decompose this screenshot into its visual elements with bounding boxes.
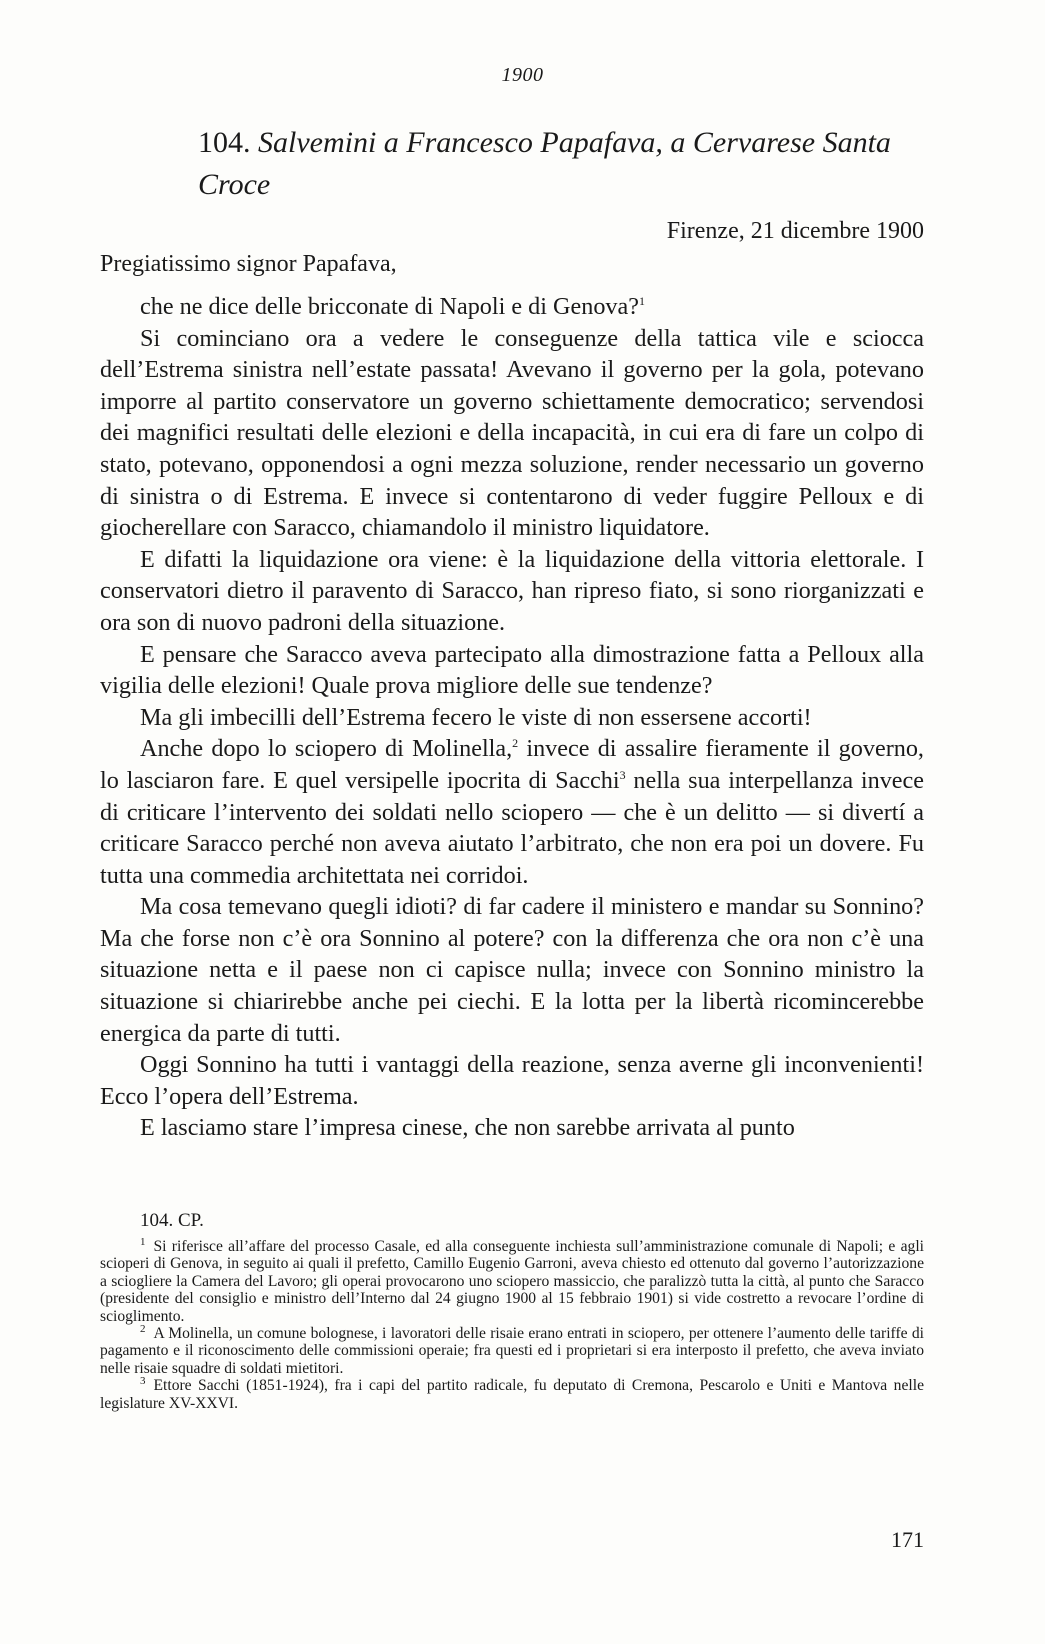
paragraph: E difatti la liquidazione ora viene: è la liquidazione della vittoria elettorale. I conservatori dietro il paravento di Saracco, han ripreso fiato, si sono riorganizzati e ora son di nuovo padroni della situazione. <box>100 545 924 636</box>
footnote <box>100 1235 924 1325</box>
paragraph: Ma cosa temevano quegli idioti? di far cadere il ministero e mandar su Sonnino? Ma che forse non c’è ora Sonnino al potere? con la differenza che ora non c’è una situazione netta e il paese non ci capisce nulla; invece con Sonnino ministro la situazione si chiarirebbe anche pei ciechi. E la lotta per la libertà ricomincerebbe energica da parte di tutti. <box>100 893 924 1047</box>
footnote-mark: 3 <box>140 1375 146 1388</box>
document-reference: 104. CP. <box>140 1210 204 1231</box>
paragraph-text: nella sua interpellanza invece di criticare l’intervento dei soldati nello sciopero — che è un delitto — si divertí a criticare Saracco perché non aveva aiutato l’arbitrato, che non era poi un dovere. Fu tutta una commedia architettata nei corridoi. <box>100 766 924 889</box>
footnote-mark: 1 <box>140 1235 146 1248</box>
dateline: Firenze, 21 dicembre 1900 <box>666 218 924 244</box>
paragraph: Ma gli imbecilli dell’Estrema fecero le viste di non essersene accorti! <box>140 703 812 731</box>
footnote <box>100 1377 924 1412</box>
paragraph-text: Anche dopo lo sciopero di Molinella, <box>140 735 513 763</box>
footnote-ref[interactable]: 2 <box>512 736 519 751</box>
paragraph-text: che ne dice delle bricconate di Napoli e di Genova? <box>140 293 639 320</box>
paragraph: Oggi Sonnino ha tutti i vantaggi della reazione, senza averne gli inconvenienti! Ecco l’opera dell’Estrema. <box>100 1051 924 1110</box>
salutation: Pregiatissimo signor Papafava, <box>100 251 397 277</box>
letter-heading <box>198 122 923 206</box>
footnote-ref[interactable]: 3 <box>619 767 626 782</box>
running-head: 1900 <box>501 64 544 86</box>
letter-title: Salvemini a Francesco Papafava, a Cervarese Santa Croce <box>198 126 891 201</box>
footnote <box>100 1322 924 1377</box>
paragraph: E lasciamo stare l’impresa cinese, che non sarebbe arrivata al punto <box>140 1114 795 1142</box>
footnote-text: Si riferisce all’affare del processo Casale, ed alla conseguente inchiesta sull’amministrazione comunale di Napoli; e agli scioperi di Genova, in seguito ai quali il prefetto, Camillo Eugenio Garroni, aveva chiesto ed ottenuto dal governo l’autorizzazione a sciogliere la Camera del Lavoro; gli operai provocarono uno sciopero massiccio, che paralizzò tutta la città, al punto che Saracco (presidente del consiglio e ministro dell’Interno dal 24 giugno 1900 al 15 febbraio 1901) si vide costretto a revocare l’ordine di scioglimento. <box>100 1238 924 1325</box>
footnote-text: A Molinella, un comune bolognese, i lavoratori delle risaie erano entrati in sciopero, per ottenere l’aumento delle tariffe di pagamento e il riconoscimento delle commissioni operaie; fra questi ed i proprietari si era interposto il prefetto, che aveva inviato nelle risaie squadre di soldati mietitori. <box>100 1325 924 1377</box>
paragraph <box>100 291 924 323</box>
footnote-text: Ettore Sacchi (1851-1924), fra i capi del partito radicale, fu deputato di Cremona, Pescarolo e Uniti e Mantova nelle legislature XV-XXVI. <box>100 1377 924 1412</box>
footnote-ref[interactable]: 1 <box>638 293 645 308</box>
footnote-mark: 2 <box>140 1322 146 1335</box>
letter-body <box>100 291 924 1144</box>
paragraph <box>100 733 924 891</box>
page-number: 171 <box>891 1527 924 1552</box>
letter-number: 104. <box>198 126 251 159</box>
paragraph: E pensare che Saracco aveva partecipato alla dimostrazione fatta a Pelloux alla vigilia delle elezioni! Quale prova migliore delle sue tendenze? <box>100 640 924 700</box>
footnotes <box>100 1235 924 1412</box>
paragraph: Si cominciano ora a vedere le conseguenze della tattica vile e sciocca dell’Estrema sinistra nell’estate passata! Avevano il governo per la gola, potevano imporre al partito conservatore un governo schiettamente democratico; servendosi dei magnifici resultati delle elezioni e della incapacità, in cui era di fare un colpo di stato, potevano, opponendosi a ogni mezza soluzione, render necessario un governo di sinistra o di Estrema. E invece si contentarono di veder fuggire Pelloux e di giocherellare con Saracco, chiamandolo il ministro liquidatore. <box>100 324 924 542</box>
paragraph-text: invece di assalire fieramente il governo, lo lasciaron fare. E quel versipelle ipocrita di Sacchi <box>100 735 924 794</box>
